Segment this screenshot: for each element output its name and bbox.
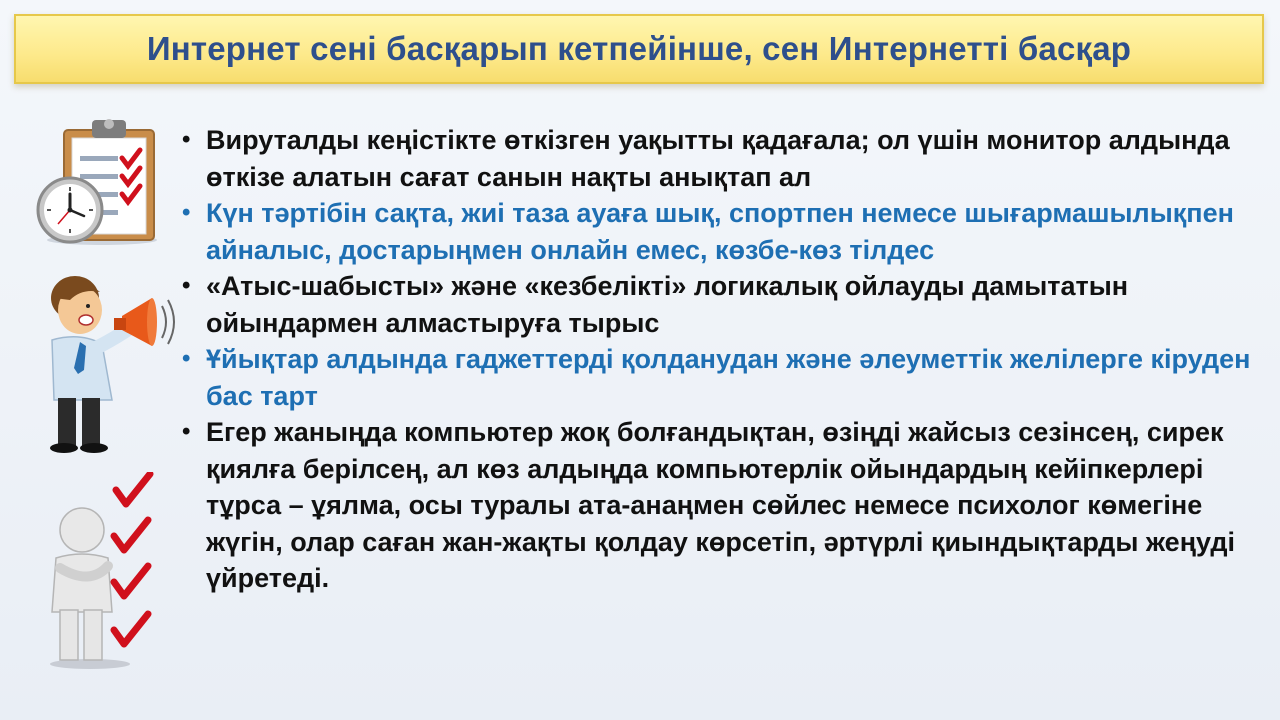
figure-with-checkmarks-icon	[40, 472, 170, 672]
bullet-item: • Ұйықтар алдында гаджеттерді қолданудан және әлеуметтік желілерге кіруден бас тарт	[182, 341, 1262, 414]
man-with-megaphone-icon	[30, 268, 180, 453]
bullet-item: • Вируталды кеңістікте өткізген уақытты қадағала; ол үшін монитор алдында өткізе алатын сағат санын нақты анықтап ал	[182, 122, 1262, 195]
bullet-item: • Күн тәртібін сақта, жиі таза ауаға шық, спортпен немесе шығармашылықпен айналыс, достарыңмен онлайн емес, көзбе-көз тілдес	[182, 195, 1262, 268]
clipboard-clock-icon	[22, 112, 162, 247]
bullet-item: • Егер жаныңда компьютер жоқ болғандықтан, өзіңді жайсыз сезінсең, сирек қиялға берілсең, ал көз алдыңда компьютерлік ойындардың кейіпкерлері тұрса – ұялма, осы туралы ата-анаңмен сөйлес немесе психолог көмегіне жүгін, олар саған жан-жақты қолдау көрсетіп, әртүрлі қиындықтарды жеңуді үйретеді.	[182, 414, 1262, 597]
bullet-item: • «Атыс-шабысты» және «кезбелікті» логикалық ойлауды дамытатын ойындармен алмастыруға тырыс	[182, 268, 1262, 341]
title-banner	[14, 14, 1264, 84]
bullet-list	[182, 122, 1262, 597]
slide-title: Интернет сені басқарып кетпейінше, сен Интернетті басқар	[146, 30, 1132, 67]
